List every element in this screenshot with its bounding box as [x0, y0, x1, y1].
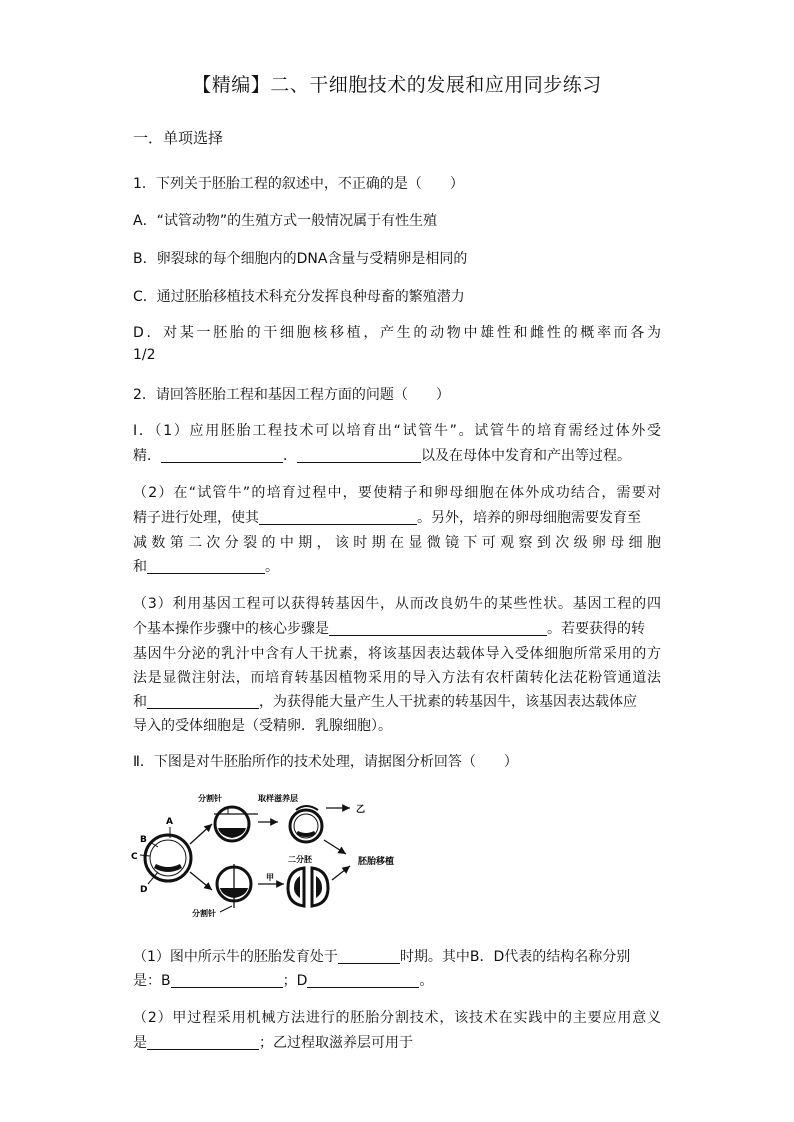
answer-blank[interactable]: [307, 972, 419, 988]
label-embryo-transfer: 胚胎移植: [358, 857, 395, 867]
answer-blank[interactable]: [297, 447, 421, 463]
label-split-embryo: 二分胚: [288, 855, 312, 864]
q2-part2-text-c: 和: [133, 559, 147, 575]
q1-stem: 1．下列关于胚胎工程的叙述中，不正确的是（ ）: [133, 176, 464, 192]
bottom-embryo: [217, 864, 251, 908]
q2-part1-line2: [133, 445, 631, 465]
q2-part3-line4: 法是显微注射法，而培育转基因植物采用的导入方法有农杆菌转化法花粉管通道法: [133, 670, 661, 686]
embryo-diagram: [128, 784, 458, 919]
blastocyst-embryo: [145, 835, 191, 881]
q2-part3-line5: [133, 691, 637, 711]
section-heading: 一．单项选择: [133, 129, 224, 147]
q2-part2-text-b: 。另外，培养的卵母细胞需要发育至: [417, 510, 641, 526]
q1-option-b: B．卵裂球的每个细胞内的DNA含量与受精卵是相同的: [133, 251, 468, 267]
label-d: D: [140, 885, 148, 895]
sampled-embryo: [290, 806, 322, 842]
q2-part1-text-b: ．: [283, 448, 297, 464]
q2-sub1-text-c: 是：B: [133, 973, 171, 989]
q2-part2-text-a: 精子进行处理，使其: [133, 510, 259, 526]
label-a: A: [166, 817, 173, 827]
answer-blank[interactable]: [171, 972, 283, 988]
q2-sub1-text-b: 时期。其中B．D代表的结构名称分别: [399, 949, 631, 965]
q2-part2-line3: 减数第二次分裂的中期，该时期在显微镜下可观察到次级卵母细胞: [133, 535, 661, 551]
q2-part2-text-d: 。: [265, 559, 279, 575]
q2-part3-text-b: 。若要获得的转: [547, 621, 645, 637]
q1-option-c: C．通过胚胎移植技术科充分发挥良种母畜的繁殖潜力: [133, 289, 465, 305]
answer-blank[interactable]: [161, 447, 283, 463]
q2-sub2-text-a: 是: [133, 1035, 147, 1051]
q2-sub2-line2: [133, 1032, 413, 1052]
q1-option-a: A．“试管动物”的生殖方式一般情况属于有性生殖: [133, 213, 438, 229]
q2-part2-line2: [133, 507, 641, 527]
q2-part3-line3: 基因牛分泌的乳汁中含有人干扰素，将该基因表达载体导入受体细胞所常采用的方: [133, 646, 661, 662]
q2-stem: 2．请回答胚胎工程和基因工程方面的问题（ ）: [133, 387, 450, 403]
label-yi: 乙: [356, 805, 366, 815]
q2-part3-line2: [133, 618, 645, 638]
q1-option-d-line2: 1/2: [133, 347, 156, 363]
arrow-bottom-to-transfer: [332, 866, 350, 880]
answer-blank[interactable]: [147, 1034, 259, 1050]
arrow-up: [190, 824, 212, 844]
q2-part1-text-a: 精．: [133, 448, 161, 464]
top-embryo: [214, 806, 258, 841]
document-title: 【精编】二、干细胞技术的发展和应用同步练习: [192, 74, 602, 96]
q2-part3-text-d: ，为获得能大量产生人干扰素的转基因牛，该基因表达载体应: [259, 694, 637, 710]
q2-part2-line4: [133, 556, 279, 576]
arrow-top-to-transfer: [324, 840, 346, 854]
q2-part3-line1: （3）利用基因工程可以获得转基因牛，从而改良奶牛的某些性状。基因工程的四: [133, 596, 661, 612]
arrow-down: [190, 872, 212, 890]
q1-option-d-line1: D．对某一胚胎的干细胞核移植，产生的动物中雄性和雌性的概率而各为: [133, 325, 661, 341]
label-trophoblast-sample: 取样滋养层: [258, 794, 298, 803]
q2-part1-text-c: 以及在母体中发育和产出等过程。: [421, 448, 631, 464]
q2-part2-line1: （2）在“试管牛”的培育过程中，要使精子和卵母细胞在体外成功结合，需要对: [133, 485, 661, 501]
answer-blank[interactable]: [338, 948, 400, 964]
q2-sub1-line1: [133, 946, 630, 966]
q2-sub1-line2: [133, 970, 433, 990]
q2-part3-line6: 导入的受体细胞是（受精卵．乳腺细胞）。: [133, 718, 392, 734]
label-b: B: [140, 835, 147, 845]
label-needle-bottom: 分割针: [192, 909, 216, 918]
q2-part1-line1: Ⅰ．（1）应用胚胎工程技术可以培育出“试管牛”。试管牛的培育需经过体外受: [133, 423, 661, 439]
q2-sub2-line1: （2）甲过程采用机械方法进行的胚胎分割技术，该技术在实践中的主要应用意义: [133, 1010, 661, 1026]
q2-sub1-text-d: ；D: [282, 973, 308, 989]
label-needle-top: 分割针: [198, 794, 222, 803]
q2-sub1-text-a: （1）图中所示牛的胚胎发育处于: [133, 949, 338, 965]
split-embryo: [288, 868, 328, 906]
q2-part-ii-stem: Ⅱ．下图是对牛胚胎所作的技术处理，请据图分析回答（ ）: [133, 754, 518, 770]
answer-blank[interactable]: [147, 693, 259, 709]
answer-blank[interactable]: [329, 620, 547, 636]
answer-blank[interactable]: [259, 509, 417, 525]
label-c: C: [131, 852, 138, 862]
q2-sub1-text-e: 。: [419, 973, 434, 989]
needle-bottom-pointer: [220, 906, 232, 912]
q2-sub2-text-b: ；乙过程取滋养层可用于: [259, 1035, 413, 1051]
answer-blank[interactable]: [147, 558, 265, 574]
q2-part3-text-a: 个基本操作步骤中的核心步骤是: [133, 621, 329, 637]
label-jia: 甲: [266, 873, 274, 882]
q2-part3-text-c: 和: [133, 694, 147, 710]
